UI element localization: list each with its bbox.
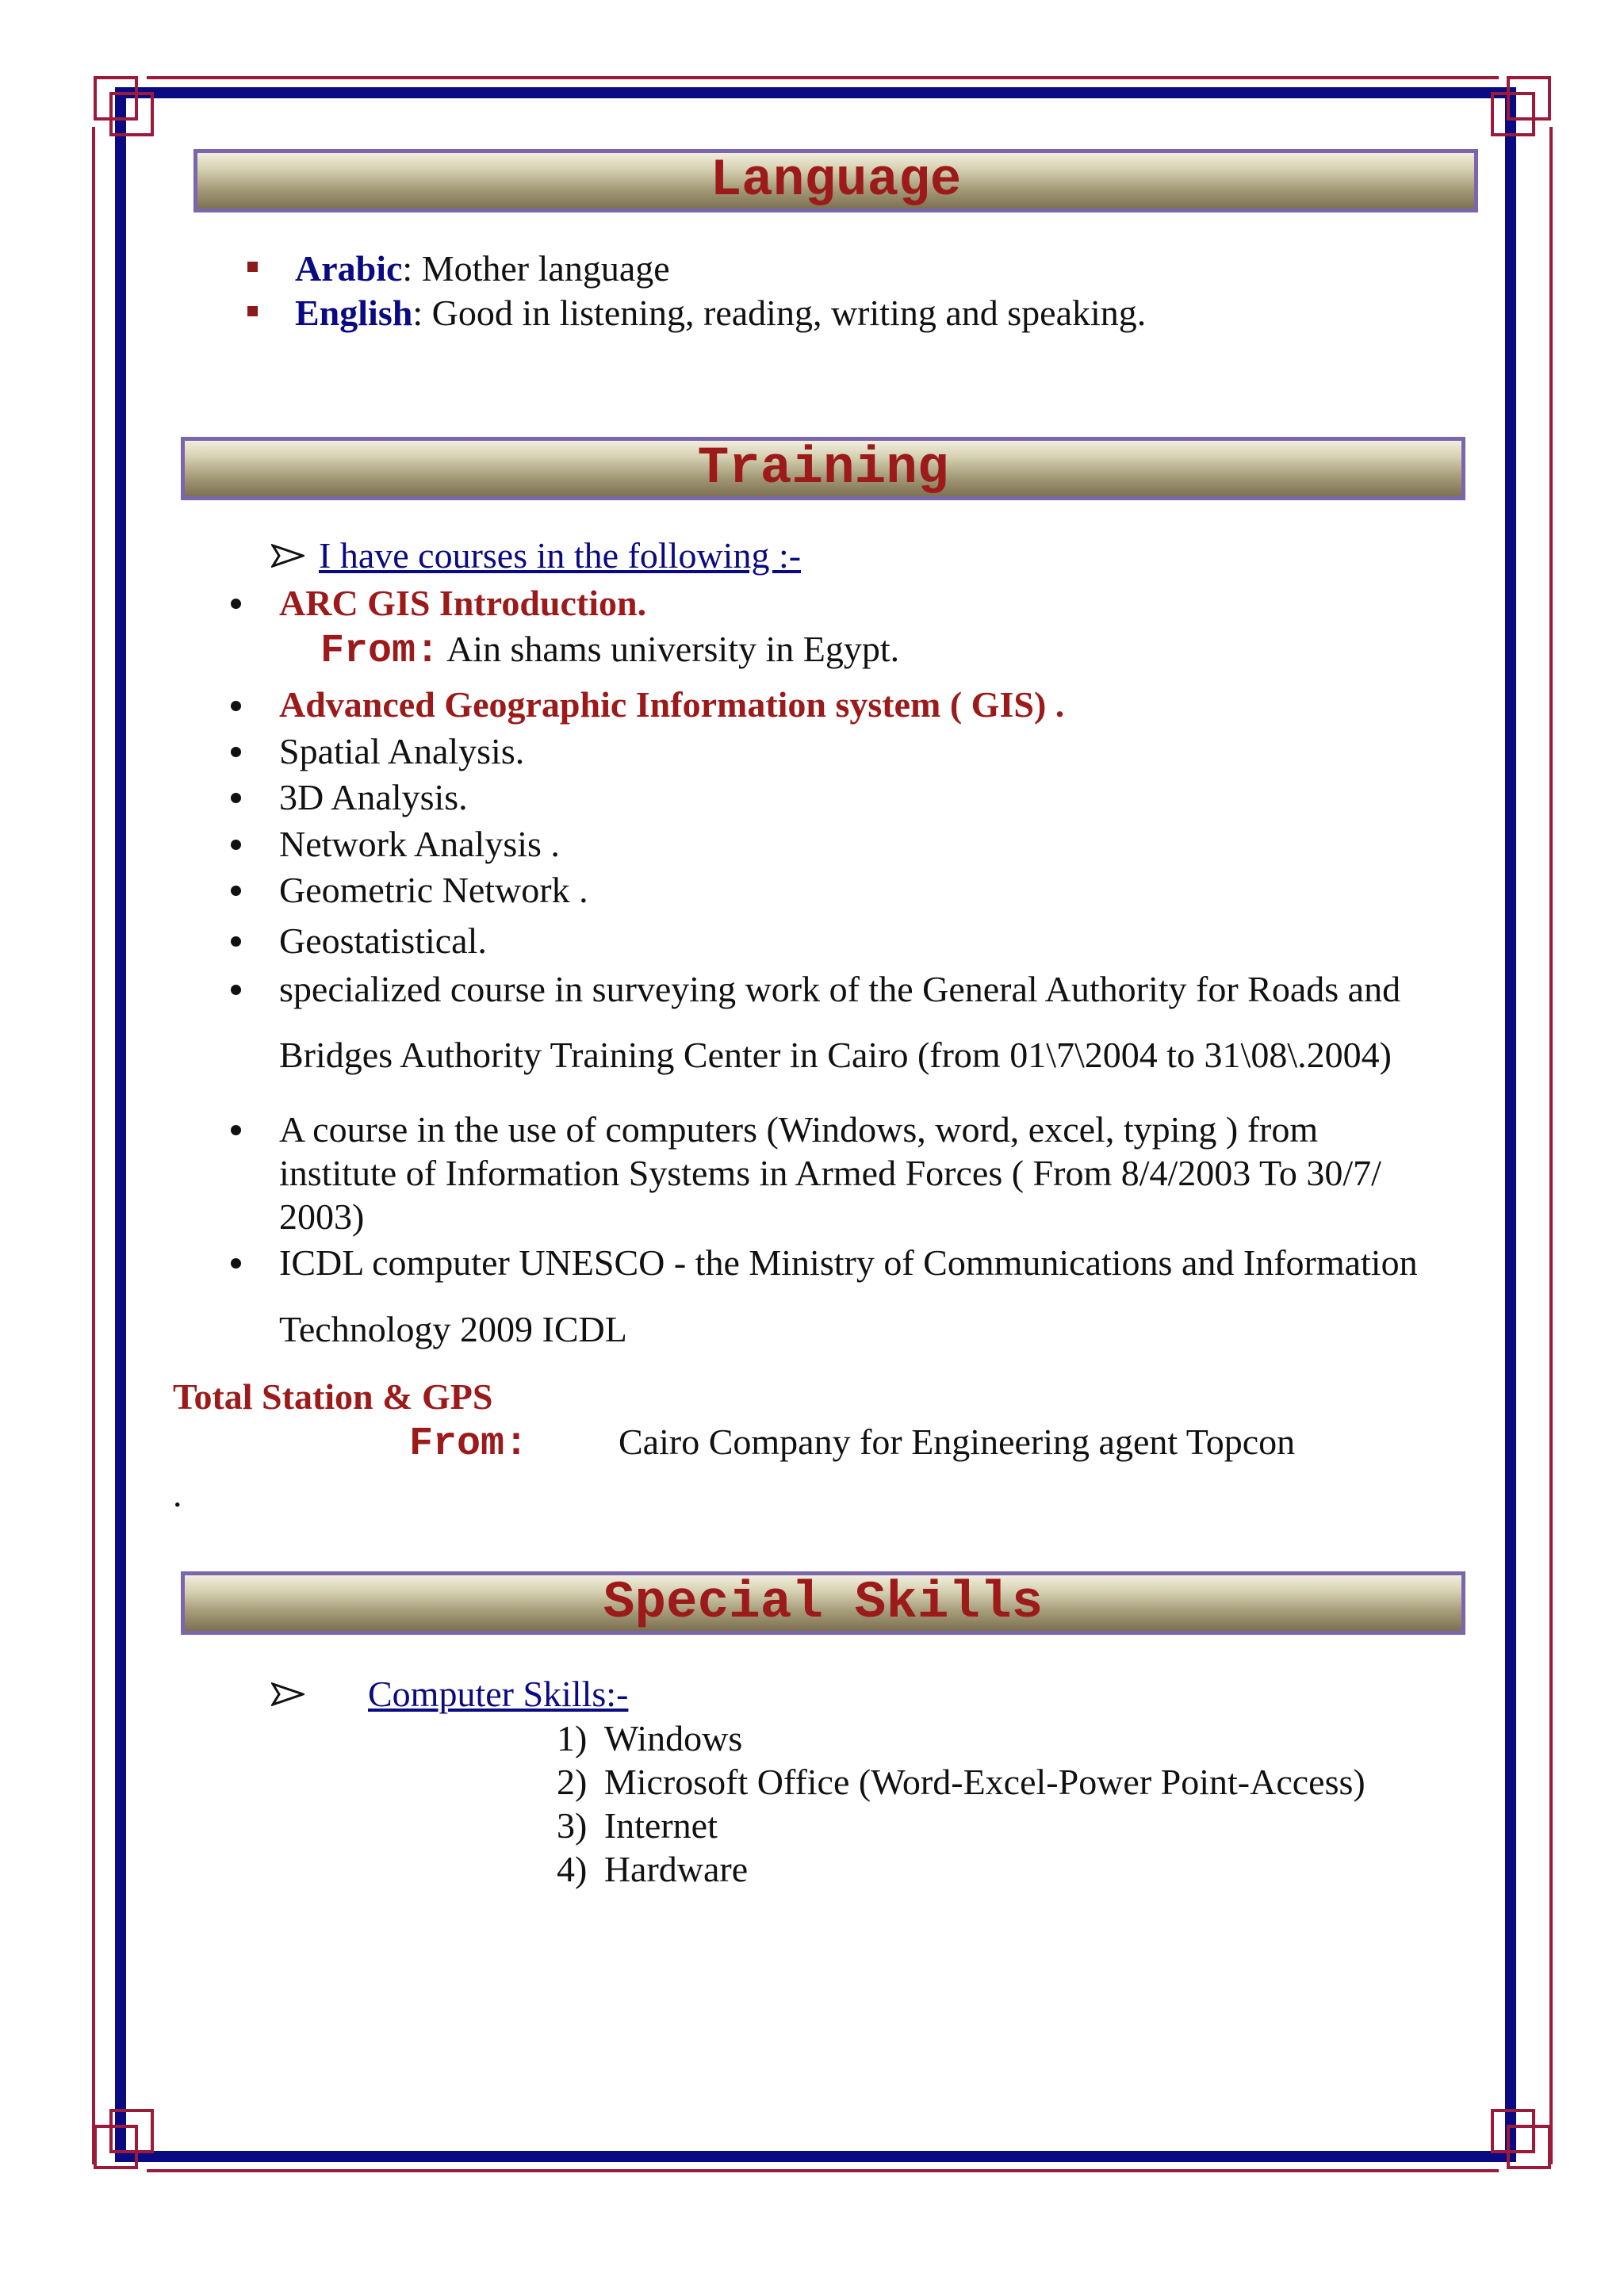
language-item-english: [295, 292, 1146, 335]
border-line-right: [1549, 127, 1553, 2164]
from-label: From:: [409, 1422, 529, 1467]
skill-item-3: [557, 1804, 718, 1847]
course-surveying-line1: specialized course in surveying work of the General Authority for Roads and: [279, 969, 1401, 1009]
arrow-bullet-icon: [271, 544, 304, 568]
computer-skills-link[interactable]: Computer Skills:-: [368, 1674, 629, 1714]
border-line-top: [147, 76, 1499, 79]
special-skills-title: Special Skills: [603, 1573, 1044, 1632]
course-arc-gis-institution: Ain shams university in Egypt.: [446, 629, 900, 669]
course-arc-gis-source: [320, 628, 899, 673]
skill-item-1: [557, 1717, 742, 1760]
skill-item-2: [557, 1761, 1365, 1804]
language-level: : Good in listening, reading, writing and speaking.: [412, 293, 1147, 333]
course-topic: Network Analysis .: [279, 824, 560, 864]
skill-item-4: [557, 1848, 748, 1891]
corner-ornament-tl-inner: [109, 92, 154, 136]
language-level: : Mother language: [402, 248, 670, 289]
skill-text: Windows: [603, 1718, 743, 1758]
bullet-icon: [231, 1258, 241, 1269]
skill-number: 2): [557, 1762, 588, 1802]
course-icdl-line1: ICDL computer UNESCO - the Ministry of Communications and Information: [279, 1242, 1418, 1283]
arrow-bullet-icon: [271, 1682, 304, 1706]
bullet-icon: [231, 840, 241, 850]
trailing-dot: .: [173, 1474, 182, 1514]
corner-ornament-bl-inner: [109, 2109, 154, 2153]
course-advanced-gis: Advanced Geographic Information system ( GIS) .: [279, 684, 1065, 725]
language-header: [193, 149, 1478, 212]
training-title: Training: [697, 438, 949, 498]
bullet-icon: [231, 747, 241, 757]
total-station-source: [409, 1421, 528, 1466]
total-station-institution: Cairo Company for Engineering agent Topcon: [619, 1422, 1296, 1462]
language-item-arabic: [295, 247, 670, 290]
course-computers-line1: A course in the use of computers (Windows, word, excel, typing ) from: [279, 1109, 1319, 1150]
training-header: [181, 437, 1465, 500]
skill-text: Internet: [603, 1805, 718, 1846]
border-line-left: [92, 127, 95, 2164]
course-topic: Geostatistical.: [279, 920, 487, 961]
square-bullet-icon: [247, 262, 258, 272]
bullet-icon: [231, 886, 241, 896]
skill-number: 4): [557, 1849, 588, 1889]
course-computers-line2: institute of Information Systems in Armed Forces ( From 8/4/2003 To 30/7/: [279, 1153, 1381, 1193]
bullet-icon: [231, 793, 241, 803]
bullet-icon: [231, 599, 241, 609]
course-arc-gis: ARC GIS Introduction.: [279, 583, 647, 623]
total-station-heading: Total Station & GPS: [173, 1376, 493, 1417]
course-icdl-line2: Technology 2009 ICDL: [279, 1309, 627, 1349]
bullet-icon: [231, 985, 241, 995]
skill-number: 3): [557, 1805, 588, 1846]
from-label: From:: [320, 629, 440, 674]
bullet-icon: [231, 701, 241, 711]
skill-number: 1): [557, 1718, 588, 1758]
course-topic: Spatial Analysis.: [279, 731, 525, 771]
skill-text: Hardware: [603, 1849, 749, 1889]
bullet-icon: [231, 936, 241, 947]
corner-ornament-tr-inner: [1491, 92, 1535, 136]
skill-text: Microsoft Office (Word-Excel-Power Point-Access): [603, 1762, 1365, 1802]
language-name: English: [295, 293, 413, 333]
corner-ornament-br-inner: [1491, 2109, 1535, 2153]
language-title: Language: [710, 151, 962, 210]
course-topic: Geometric Network .: [279, 870, 588, 910]
training-intro-link[interactable]: I have courses in the following :-: [319, 535, 802, 576]
course-computers-line3: 2003): [279, 1196, 365, 1237]
square-bullet-icon: [247, 306, 258, 316]
course-topic: 3D Analysis.: [279, 777, 468, 817]
border-line-bottom: [147, 2169, 1499, 2172]
course-surveying-line2: Bridges Authority Training Center in Cairo (from 01\7\2004 to 31\08\.2004): [279, 1035, 1392, 1075]
language-name: Arabic: [295, 248, 403, 289]
bullet-icon: [231, 1125, 241, 1135]
special-skills-header: [181, 1571, 1465, 1635]
